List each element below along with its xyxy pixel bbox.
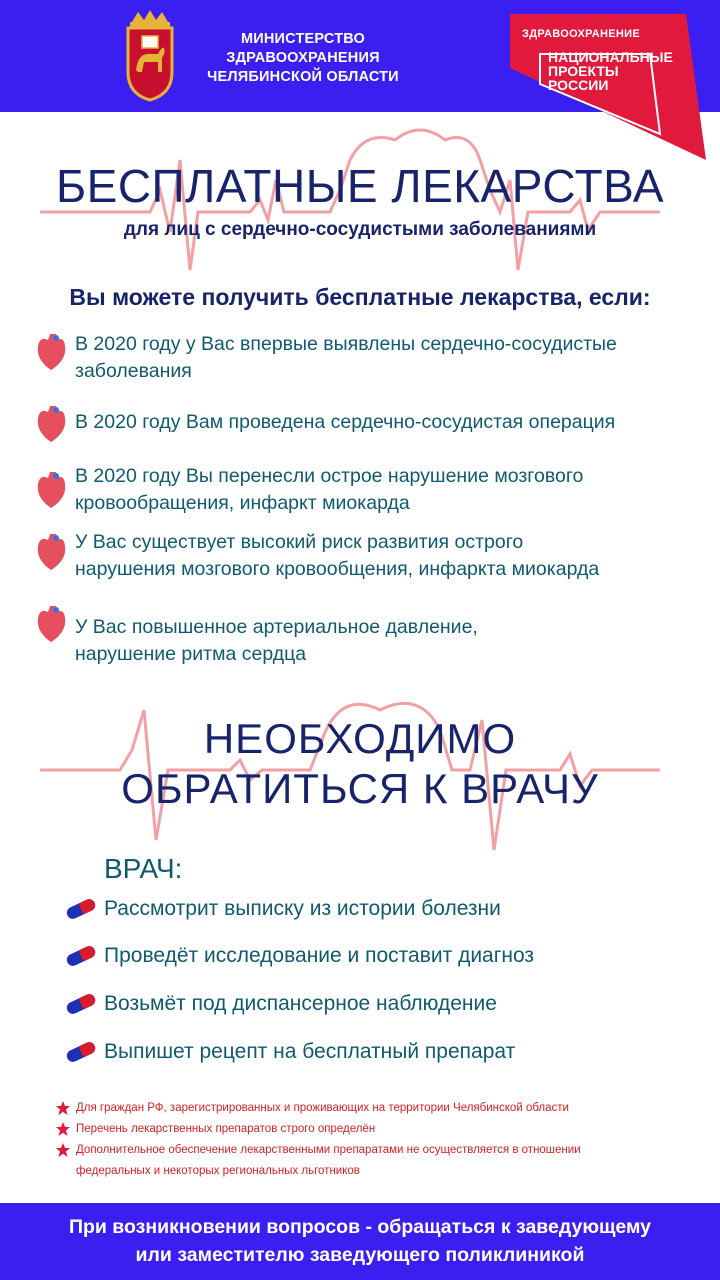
ministry-name	[198, 30, 408, 87]
cta-title-line-1: НЕОБХОДИМО	[203, 715, 517, 762]
capsule-pill-icon	[64, 899, 98, 919]
condition-item	[75, 463, 705, 517]
page-title: БЕСПЛАТНЫЕ ЛЕКАРСТВА	[55, 160, 665, 212]
np-big-label	[548, 49, 673, 93]
heart-organ-icon	[34, 404, 68, 444]
capsule-pill-icon	[64, 1042, 98, 1062]
footnote: Для граждан РФ, зарегистрированных и проживающих на территории Челябинской области	[76, 1102, 569, 1114]
heart-organ-icon	[34, 470, 68, 510]
red-star-icon	[56, 1101, 70, 1115]
np-line-3: РОССИИ	[548, 77, 609, 93]
red-star-icon	[56, 1122, 70, 1136]
ministry-line-3: ЧЕЛЯБИНСКОЙ ОБЛАСТИ	[207, 69, 399, 85]
call-to-action-title	[0, 714, 720, 814]
heart-organ-icon	[34, 532, 68, 572]
conditions-lead: Вы можете получить бесплатные лекарства, если:	[69, 284, 651, 310]
footnote-continuation: федеральных и некоторых региональных льготников	[76, 1165, 360, 1177]
condition-line: У Вас существует высокий риск развития острого	[75, 531, 524, 553]
page-subtitle: для лиц с сердечно-сосудистыми заболеваниями	[123, 219, 597, 240]
footnote: Перечень лекарственных препаратов строго определён	[76, 1123, 376, 1135]
footnote: Дополнительное обеспечение лекарственными препаратами не осуществляется в отношении	[76, 1144, 581, 1156]
capsule-pill-icon	[64, 994, 98, 1014]
np-line-1: НАЦИОНАЛЬНЫЕ	[548, 49, 673, 65]
np-small-label: ЗДРАВООХРАНЕНИЕ	[522, 28, 641, 40]
footer-line-2: или заместителю заведующего поликлиникой	[135, 1244, 585, 1266]
np-line-2: ПРОЕКТЫ	[548, 63, 619, 79]
doctor-action-item: Рассмотрит выписку из истории болезни	[104, 897, 501, 920]
condition-line: нарушения мозгового кровообщения, инфаркта миокарда	[75, 558, 600, 580]
condition-item	[75, 614, 705, 668]
condition-item	[75, 529, 705, 583]
doctor-action-item: Возьмёт под диспансерное наблюдение	[104, 992, 497, 1015]
condition-line: У Вас повышенное артериальное давление,	[75, 616, 478, 638]
cta-title-line-2: ОБРАТИТЬСЯ К ВРАЧУ	[121, 765, 599, 812]
condition-line: В 2020 году Вам проведена сердечно-сосудистая операция	[75, 411, 616, 433]
chelyabinsk-crest-icon	[118, 10, 182, 102]
ministry-line-2: ЗДРАВООХРАНЕНИЯ	[226, 50, 380, 66]
condition-item	[75, 409, 705, 436]
red-star-icon	[56, 1143, 70, 1157]
condition-line: кровообращения, инфаркт миокарда	[75, 492, 410, 514]
heart-organ-icon	[34, 332, 68, 372]
condition-item	[75, 331, 705, 385]
footer-line-1: При возникновении вопросов - обращаться к заведующему	[68, 1216, 652, 1238]
condition-line: В 2020 году у Вас впервые выявлены сердечно-сосудистые	[75, 333, 617, 355]
capsule-pill-icon	[64, 946, 98, 966]
doctor-label: ВРАЧ:	[104, 853, 183, 884]
heart-organ-icon	[34, 604, 68, 644]
doctor-action-item: Выпишет рецепт на бесплатный препарат	[104, 1040, 516, 1063]
doctor-action-item: Проведёт исследование и поставит диагноз	[104, 944, 535, 967]
condition-line: заболевания	[75, 360, 192, 382]
condition-line: нарушение ритма сердца	[75, 643, 307, 665]
ministry-line-1: МИНИСТЕРСТВО	[240, 31, 366, 47]
footer-bar	[0, 1203, 720, 1280]
condition-line: В 2020 году Вы перенесли острое нарушение мозгового	[75, 465, 584, 487]
